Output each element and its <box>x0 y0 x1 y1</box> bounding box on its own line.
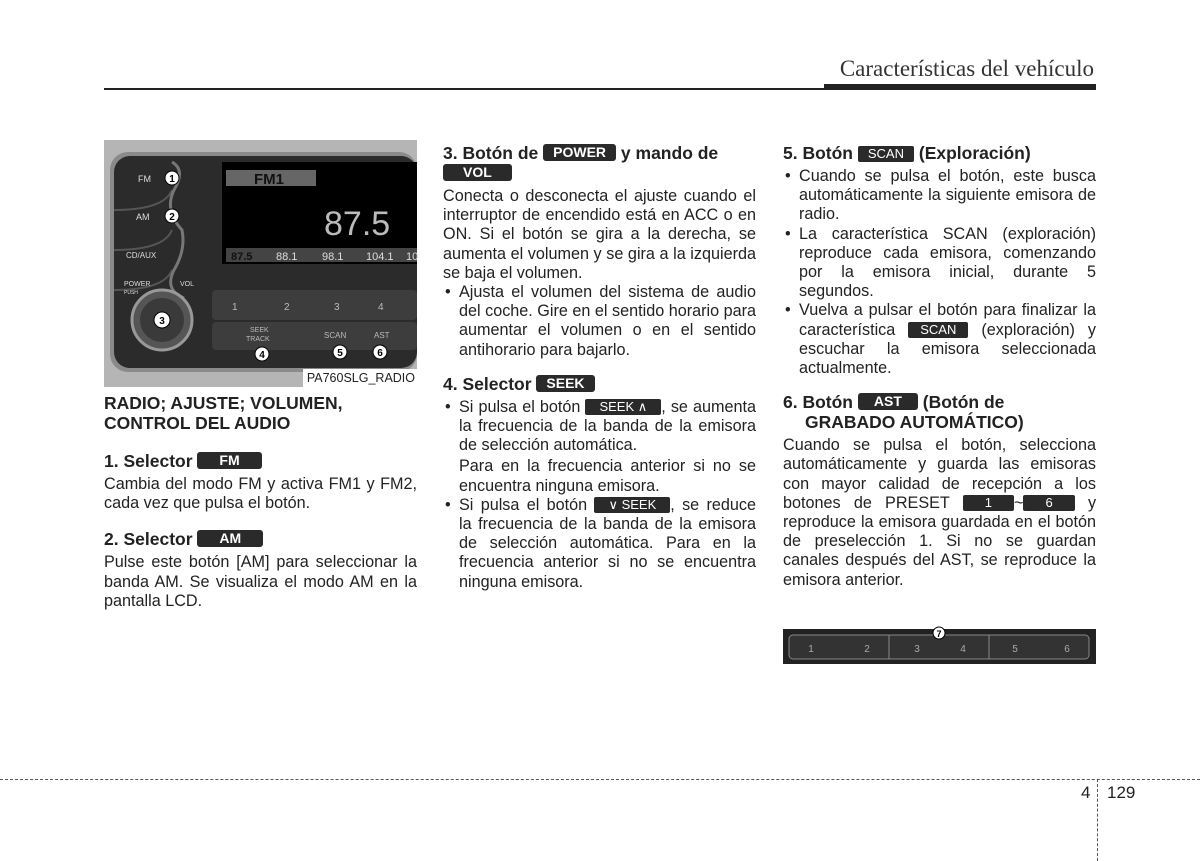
power-label: POWER <box>124 281 151 288</box>
preset-num-5: 5 <box>1012 644 1018 655</box>
power-badge: POWER <box>543 144 616 161</box>
seek-badge: SEEK <box>536 375 594 392</box>
header-rule-accent <box>824 84 1096 90</box>
callout-6: 6 <box>377 348 383 359</box>
radio-illustration <box>104 140 417 387</box>
cdaux-label: CD/AUX <box>126 251 157 260</box>
callout-2: 2 <box>169 212 175 223</box>
am-badge: AM <box>197 530 263 547</box>
seek-label: SEEK <box>250 327 269 334</box>
callout-3: 3 <box>159 316 165 327</box>
preset-num-1: 1 <box>808 644 814 655</box>
scan-bullet-2: • La característica SCAN (exploración) reproduce cada emisora, comenzando por la emisora inicial, durante 5 segundos. <box>783 225 1096 302</box>
track-label: TRACK <box>246 336 270 343</box>
scan-heading: 5. Botón SCAN (Exploración) <box>783 143 1031 163</box>
fm-label: FM <box>138 174 151 184</box>
fm-badge: FM <box>197 452 261 469</box>
column-3 <box>783 140 1096 590</box>
callout-7: 7 <box>936 629 942 639</box>
column-2 <box>443 140 756 592</box>
preset-strip-figure <box>783 629 1096 664</box>
ast-badge: AST <box>858 393 918 410</box>
band-display: FM1 <box>254 171 284 188</box>
seek-down-btn: ∨ SEEK <box>594 497 670 513</box>
selector-am-heading: 2. Selector AM <box>104 529 417 549</box>
footer-divider <box>1097 779 1098 861</box>
preset-5: 10 <box>406 251 419 263</box>
preset-2: 88.1 <box>276 251 298 263</box>
power-vol-heading: 3. Botón de POWER y mando de VOL <box>443 143 719 180</box>
page-header-title: Características del vehículo <box>839 56 1094 81</box>
preset-1: 87.5 <box>231 251 253 263</box>
selector-fm-heading: 1. Selector FM <box>104 451 417 471</box>
seek-up-bullet: • Si pulsa el botón SEEK ∧ , se aumenta la frecuencia de la banda de la emisora de selección automática. Para en la frecuencia anterior si no se encuentra ninguna emisora. <box>443 398 756 496</box>
seek-up-btn: SEEK ∧ <box>585 399 661 415</box>
seek-down-bullet: • Si pulsa el botón ∨ SEEK , se reduce la frecuencia de la banda de la emisora de selección automática. Para en la frecuencia anterior si no se encuentra ninguna emisora. <box>443 496 756 592</box>
vol-badge: VOL <box>443 164 512 181</box>
ast-label: AST <box>374 331 390 340</box>
preset-num-2: 2 <box>864 644 870 655</box>
power-vol-bullet: • Ajusta el volumen del sistema de audio del coche. Gire en el sentido horario para aumentar el volumen o en el sentido antihorario para bajarlo. <box>443 283 756 360</box>
preset-3: 98.1 <box>322 251 344 263</box>
vol-label: VOL <box>180 281 195 288</box>
power-vol-text: Conecta o desconecta el ajuste cuando el interruptor de encendido está en ACC o en ON. Si el botón se gira a la derecha, se aumenta el volumen y se gira a la izquierda se baja el volumen. <box>443 187 756 282</box>
callout-5: 5 <box>337 348 343 359</box>
section-title: RADIO; AJUSTE; VOLUMEN, CONTROL DEL AUDIO <box>104 393 343 433</box>
scan-btn: SCAN <box>908 322 968 338</box>
btn-2-label: 2 <box>284 302 290 313</box>
column-1 <box>104 140 417 611</box>
ast-text: Cuando se pulsa el botón, selecciona automáticamente y guarda las emisoras con mayor calidad de recepción a los botones de PRESET 1 ~ 6 y reproduce la emisora guardada en el botón de preselección 1. Si no se guardan canales después del AST, se reproduce la emisora anterior. <box>783 436 1097 589</box>
btn-4-label: 4 <box>378 302 384 313</box>
callout-1: 1 <box>169 174 175 185</box>
freq-display: 87.5 <box>324 205 391 243</box>
seek-heading: 4. Selector SEEK <box>443 374 756 394</box>
radio-figure <box>104 140 417 387</box>
ast-heading: 6. Botón AST (Botón de GRABADO AUTOMÁTICO) <box>783 392 1024 433</box>
preset-6-btn: 6 <box>1023 495 1074 511</box>
am-label: AM <box>136 212 150 222</box>
scan-bullet-3: • Vuelva a pulsar el botón para finalizar la característica SCAN (exploración) y escuchar la emisora seleccionada actualmente. <box>783 301 1096 378</box>
preset-4: 104.1 <box>366 251 394 263</box>
push-label: PUSH <box>124 290 138 296</box>
preset-strip-illustration <box>783 629 1096 664</box>
btn-3-label: 3 <box>334 302 340 313</box>
page-number: 129 <box>1107 783 1136 802</box>
footer-rule <box>0 779 1200 780</box>
preset-num-3: 3 <box>914 644 920 655</box>
selector-am-text: Pulse este botón [AM] para seleccionar la banda AM. Se visualiza el modo AM en la pantalla LCD. <box>104 553 417 610</box>
scan-bullet-1: • Cuando se pulsa el botón, este busca automáticamente la siguiente emisora de radio. <box>783 167 1096 225</box>
preset-num-4: 4 <box>960 644 966 655</box>
scan-badge: SCAN <box>858 146 914 162</box>
callout-4: 4 <box>259 350 265 361</box>
preset-num-6: 6 <box>1064 644 1070 655</box>
selector-fm-text: Cambia del modo FM y activa FM1 y FM2, cada vez que pulsa el botón. <box>104 475 417 513</box>
chapter-number: 4 <box>1081 783 1091 802</box>
figure-caption: PA760SLG_RADIO <box>303 369 417 387</box>
btn-1-label: 1 <box>232 302 238 313</box>
seek-up-note: Para en la frecuencia anterior si no se encuentra ninguna emisora. <box>459 457 756 495</box>
scan-label: SCAN <box>324 331 347 340</box>
preset-1-btn: 1 <box>963 495 1014 511</box>
